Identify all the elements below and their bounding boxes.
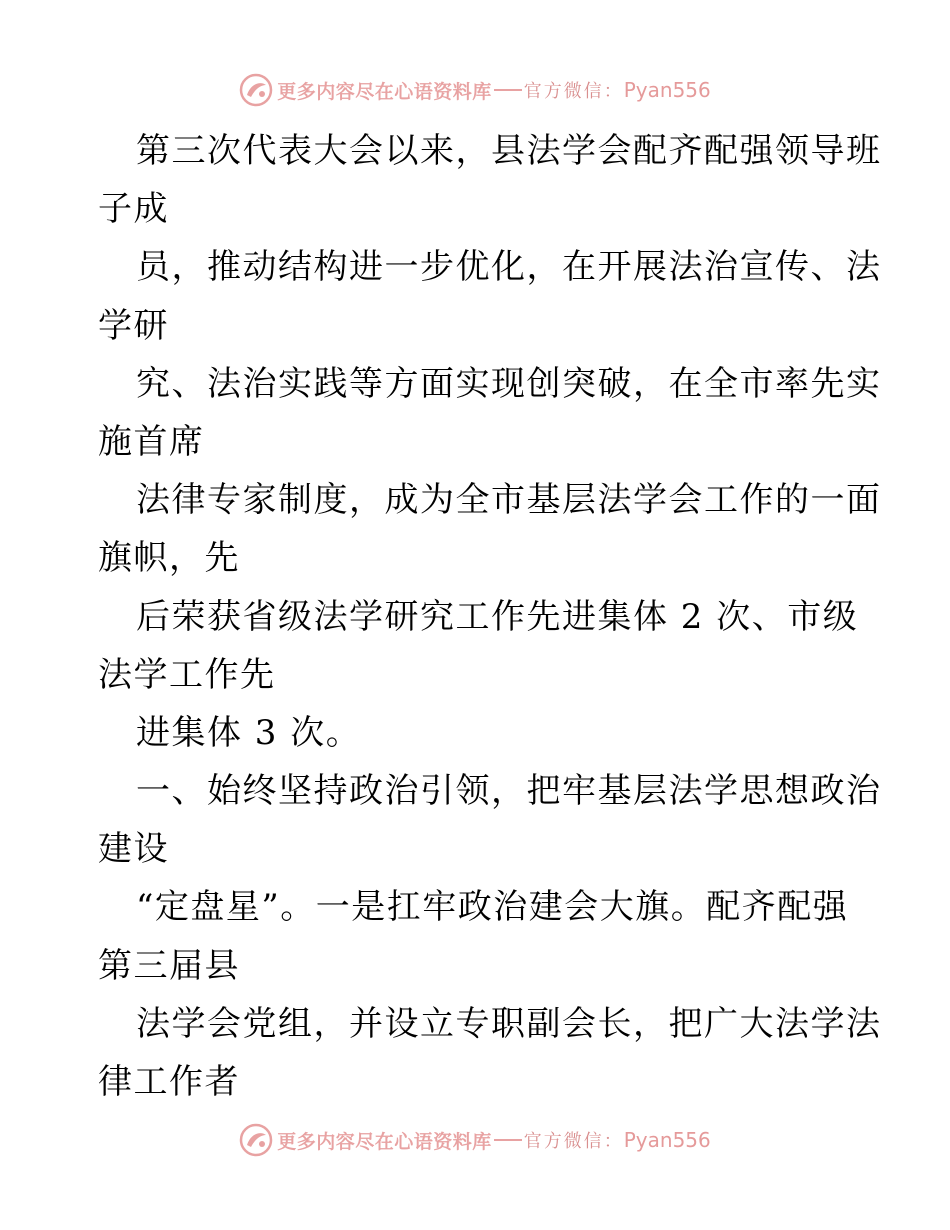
watermark-sub-text: 官方微信： — [523, 1131, 624, 1152]
document-body — [98, 122, 882, 1111]
text-line: 进集体 3 次。 — [136, 712, 362, 753]
text-line: 第三届县 — [98, 945, 240, 986]
watermark-banner-top — [0, 70, 950, 110]
text-line: 旗帜，先 — [98, 538, 240, 579]
watermark-dash — [494, 1139, 522, 1141]
text-line: 建设 — [98, 829, 169, 870]
watermark-account: Pyan556 — [623, 78, 711, 102]
watermark-account: Pyan556 — [623, 1128, 711, 1152]
watermark-main-text: 更多内容尽在心语资料库 — [277, 1130, 492, 1153]
brand-logo-icon — [239, 73, 273, 107]
text-line: 法学会党组，并设立专职副会长，把广大法学法 — [136, 1003, 882, 1044]
watermark-main-text: 更多内容尽在心语资料库 — [277, 80, 492, 103]
text-line: 施首席 — [98, 421, 205, 462]
text-line: 法律专家制度，成为全市基层法学会工作的一面 — [136, 480, 882, 521]
text-line: 律工作者 — [98, 1062, 240, 1102]
watermark-sub-text: 官方微信： — [523, 81, 624, 102]
watermark-dash — [494, 89, 522, 91]
text-line: 员，推动结构进一步优化，在开展法治宣传、法 — [136, 247, 882, 288]
text-line: 后荣获省级法学研究工作先进集体 2 次、市级 — [136, 596, 859, 637]
text-line: “定盘星”。一是扛牢政治建会大旗。配齐配强 — [136, 887, 849, 928]
text-line: 究、法治实践等方面实现创突破，在全市率先实 — [136, 363, 882, 404]
text-line: 第三次代表大会以来，县法学会配齐配强领导班 — [136, 131, 882, 171]
text-line: 法学工作先 — [98, 654, 276, 695]
brand-logo-icon — [239, 1123, 273, 1157]
watermark-banner-bottom — [0, 1120, 950, 1160]
text-line: 学研 — [98, 305, 169, 346]
text-line: 子成 — [98, 189, 169, 230]
text-line: 一、始终坚持政治引领，把牢基层法学思想政治 — [136, 771, 882, 812]
